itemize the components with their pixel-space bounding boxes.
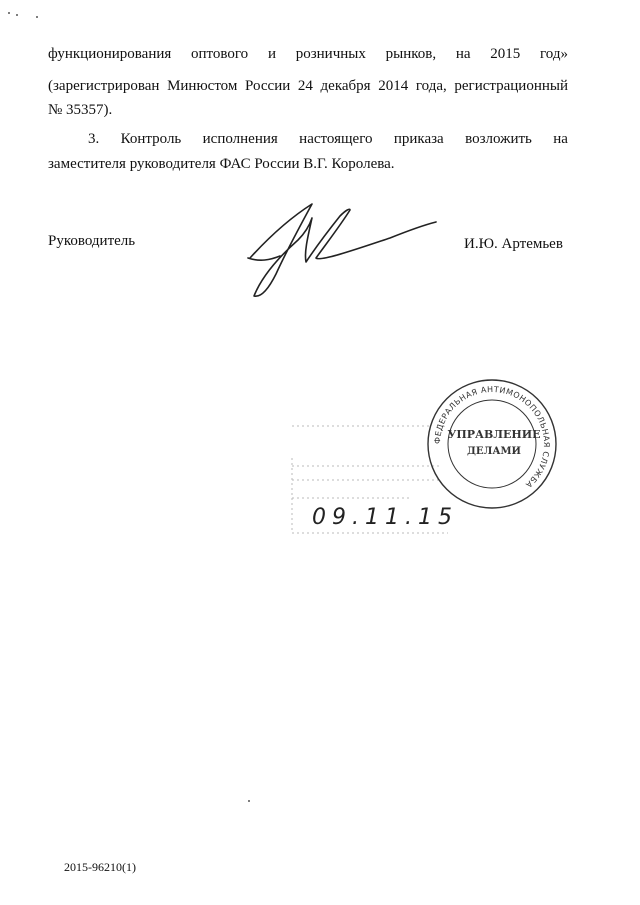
word: розничных: [295, 46, 366, 62]
word: и: [267, 46, 276, 62]
scan-speck: [248, 800, 250, 802]
official-stamp: [422, 374, 562, 514]
word: декабря: [320, 78, 371, 94]
word: оптового: [191, 46, 249, 62]
handwritten-date: 09.11.15: [312, 505, 458, 530]
scan-speck: [16, 14, 18, 16]
word: 24: [297, 78, 313, 94]
word: функционирования: [48, 46, 172, 62]
word: на: [455, 46, 471, 62]
word: 2014: [378, 78, 409, 94]
word: Контроль: [120, 131, 182, 147]
word: рынков,: [385, 46, 437, 62]
word: (зарегистрирован: [48, 78, 160, 94]
paragraph-2-line-2: заместителя руководителя ФАС России В.Г. Королева.: [48, 156, 395, 172]
word: России: [245, 78, 291, 94]
word: год»: [540, 46, 568, 62]
paragraph-1-line-2: [48, 76, 568, 96]
handwritten-signature: [240, 196, 440, 296]
document-id: 2015-96210(1): [64, 860, 136, 874]
word: регистрационный: [454, 78, 568, 94]
paragraph-2-line-1: [88, 129, 568, 149]
word: Минюстом: [167, 78, 238, 94]
signatory-name: И.Ю. Артемьев: [464, 236, 563, 252]
scan-speck: [36, 16, 38, 18]
word: приказа: [393, 131, 444, 147]
stamp-ring-text: ФЕДЕРАЛЬНАЯ АНТИМОНОПОЛЬНАЯ СЛУЖБА: [432, 384, 552, 490]
word: года,: [415, 78, 447, 94]
word: 3.: [88, 131, 100, 147]
word: настоящего: [299, 131, 373, 147]
word: исполнения: [202, 131, 278, 147]
paragraph-1-line-3: № 35357).: [48, 102, 113, 118]
paragraph-1-line-1: [48, 44, 568, 64]
stamp-center-line-1: УПРАВЛЕНИЕ: [447, 428, 541, 441]
position-title: Руководитель: [48, 233, 136, 249]
word: на: [553, 131, 568, 147]
word: 2015: [490, 46, 521, 62]
scan-speck: [8, 12, 10, 14]
word: возложить: [465, 131, 532, 147]
stamp-center-line-2: ДЕЛАМИ: [466, 446, 522, 457]
